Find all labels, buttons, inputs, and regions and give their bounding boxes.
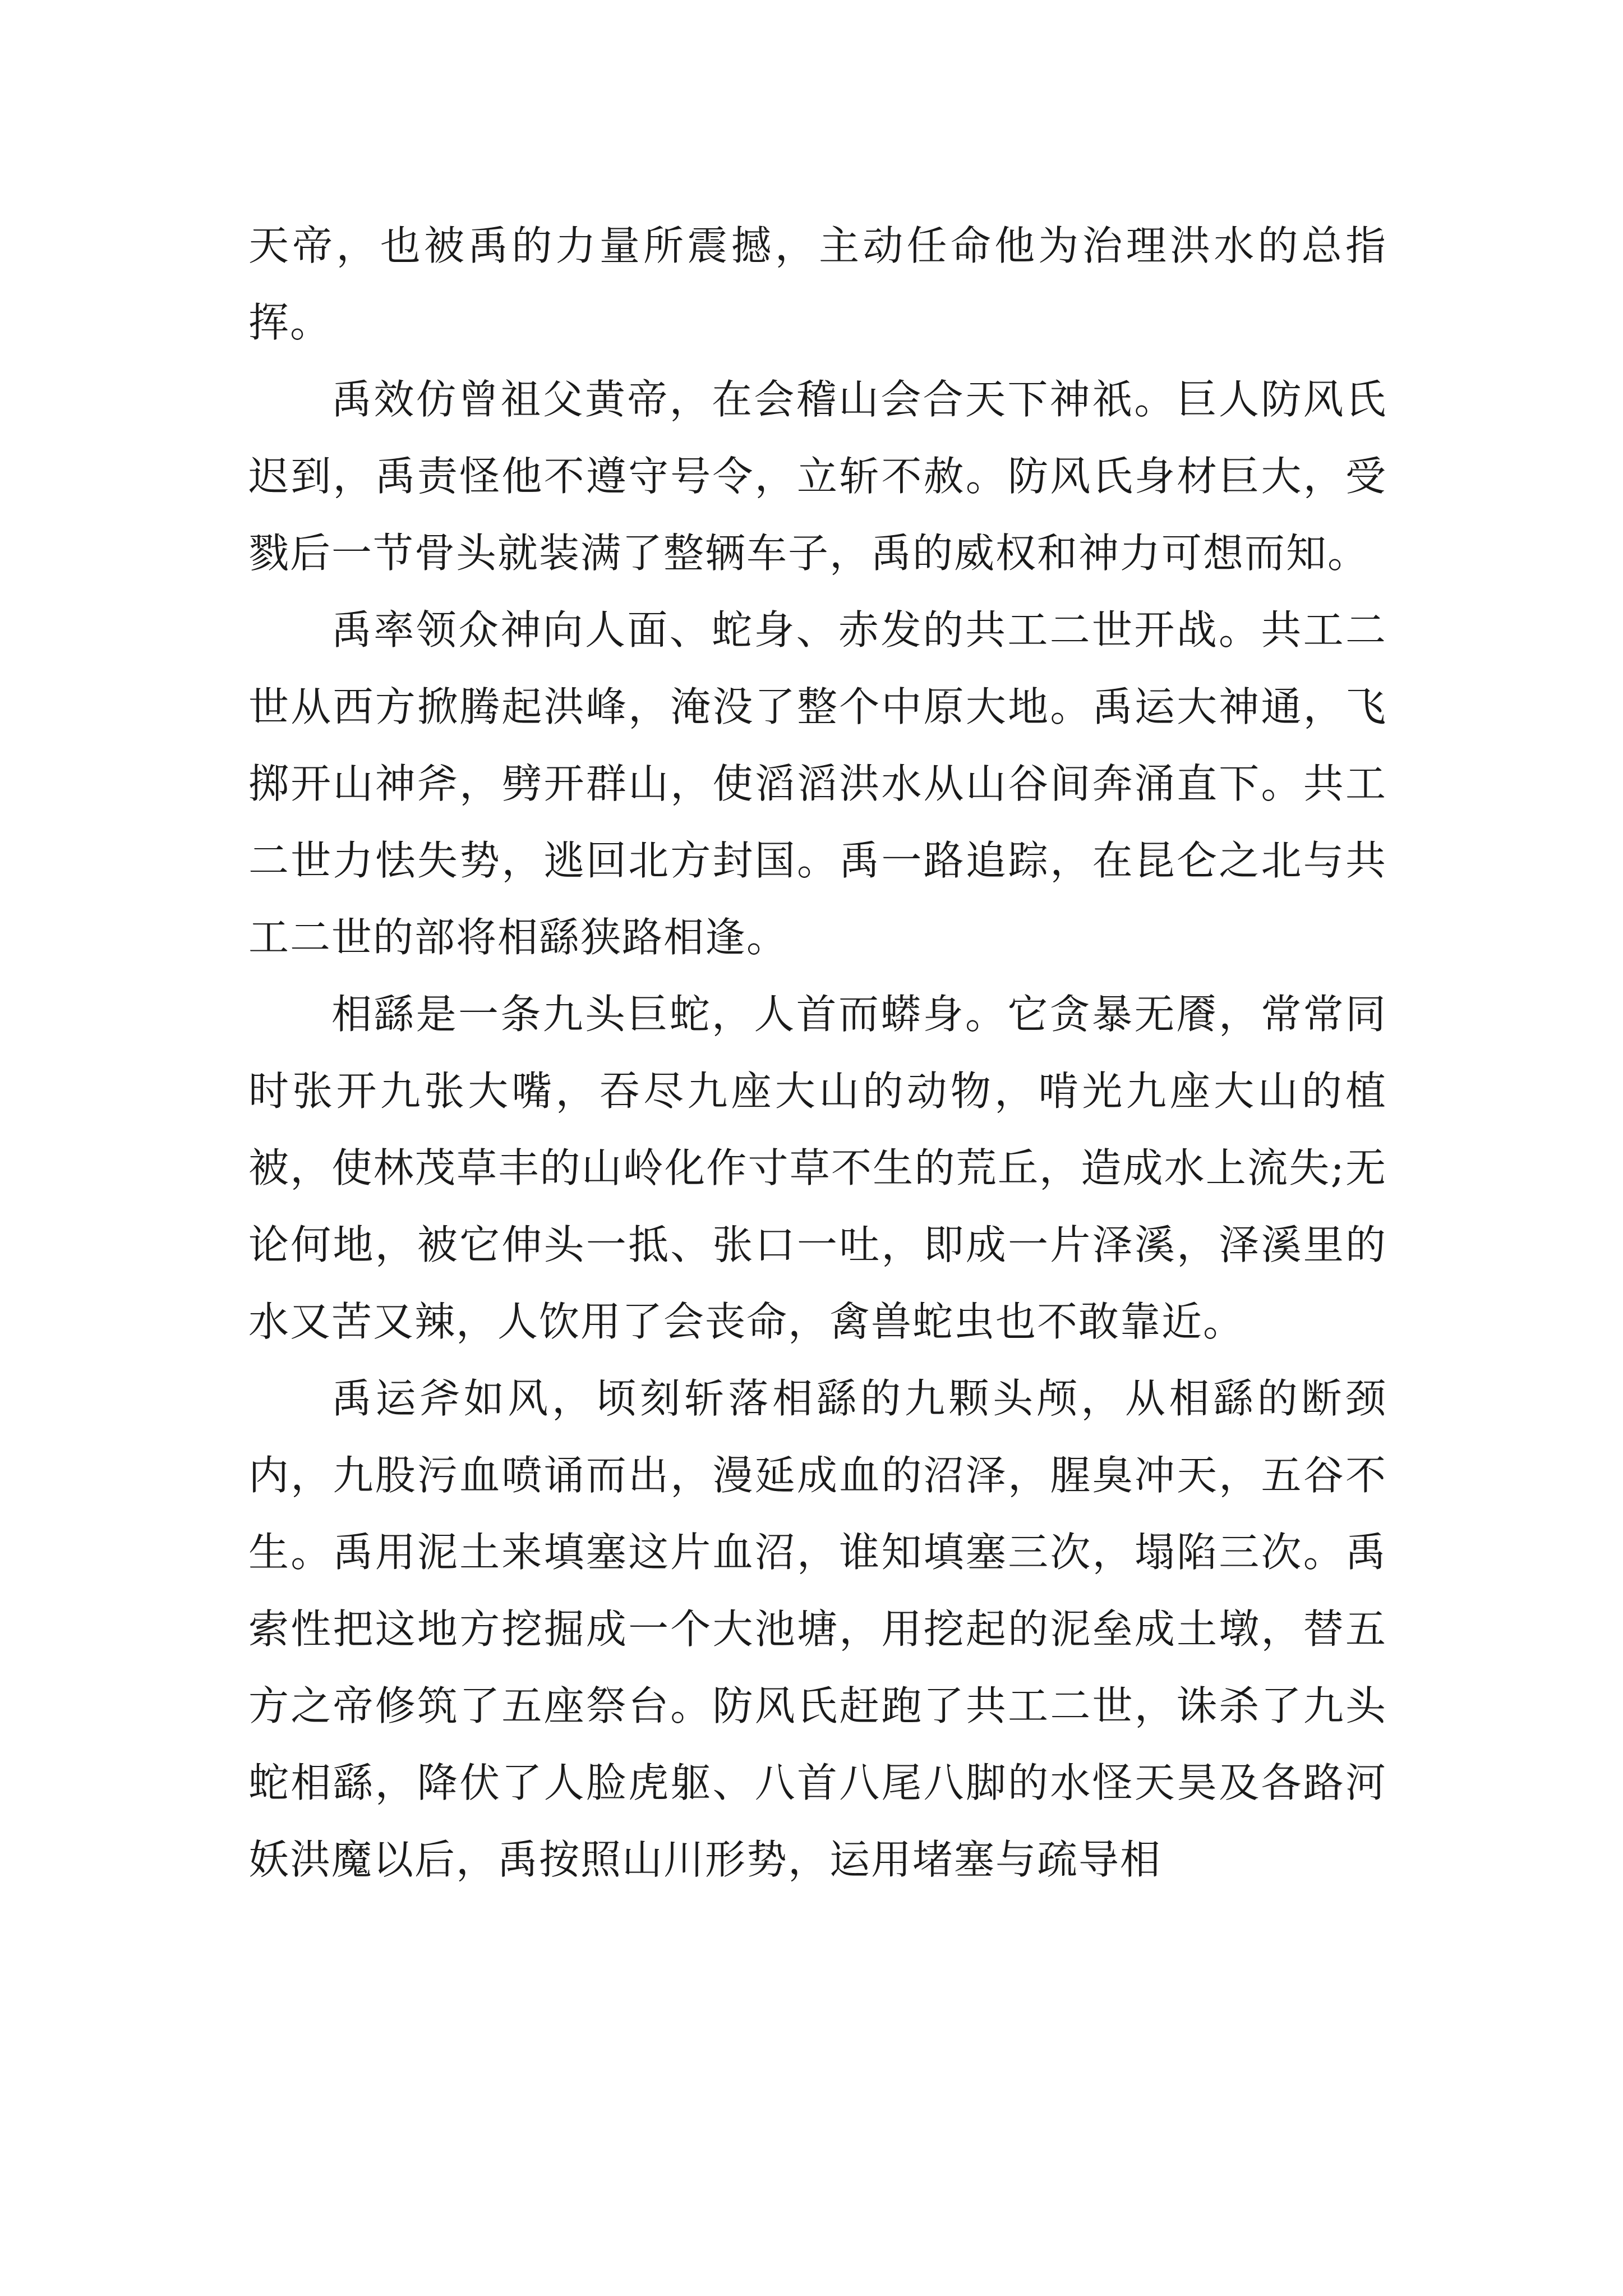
document-body (248, 208, 1387, 1898)
paragraph-5: 禹运斧如风，顷刻斩落相繇的九颗头颅，从相繇的断颈内，九股污血喷诵而出，漫延成血的沼泽，腥臭冲天，五谷不生。禹用泥土来填塞这片血沼，谁知填塞三次，塌陷三次。禹索性把这地方挖掘成一个大池塘，用挖起的泥垒成土墩，替五方之帝修筑了五座祭台。防风氏赶跑了共工二世，诛杀了九头蛇相繇，降伏了人脸虎躯、八首八尾八脚的水怪天昊及各路河妖洪魔以后，禹按照山川形势，运用堵塞与疏导相 (248, 1375, 1387, 1883)
paragraph-3: 禹率领众神向人面、蛇身、赤发的共工二世开战。共工二世从西方掀腾起洪峰，淹没了整个中原大地。禹运大神通，飞掷开山神斧，劈开群山，使滔滔洪水从山谷间奔涌直下。共工二世力怯失势，逃回北方封国。禹一路追踪，在昆仑之北与共工二世的部将相繇狭路相逢。 (248, 606, 1387, 961)
paragraph-1: 天帝，也被禹的力量所震撼，主动任命他为治理洪水的总指挥。 (248, 222, 1387, 346)
paragraph-2: 禹效仿曾祖父黄帝，在会稽山会合天下神祇。巨人防风氏迟到，禹责怪他不遵守号令，立斩不赦。防风氏身材巨大，受戮后一节骨头就装满了整辆车子，禹的威权和神力可想而知。 (248, 376, 1387, 577)
paragraph-4: 相繇是一条九头巨蛇，人首而蟒身。它贪暴无餍，常常同时张开九张大嘴，吞尽九座大山的动物，啃光九座大山的植被，使林茂草丰的山岭化作寸草不生的荒丘，造成水上流失;无论何地，被它伸头一抵、张口一吐，即成一片泽溪，泽溪里的水又苦又辣，人饮用了会丧命，禽兽蛇虫也不敢靠近。 (248, 991, 1387, 1345)
